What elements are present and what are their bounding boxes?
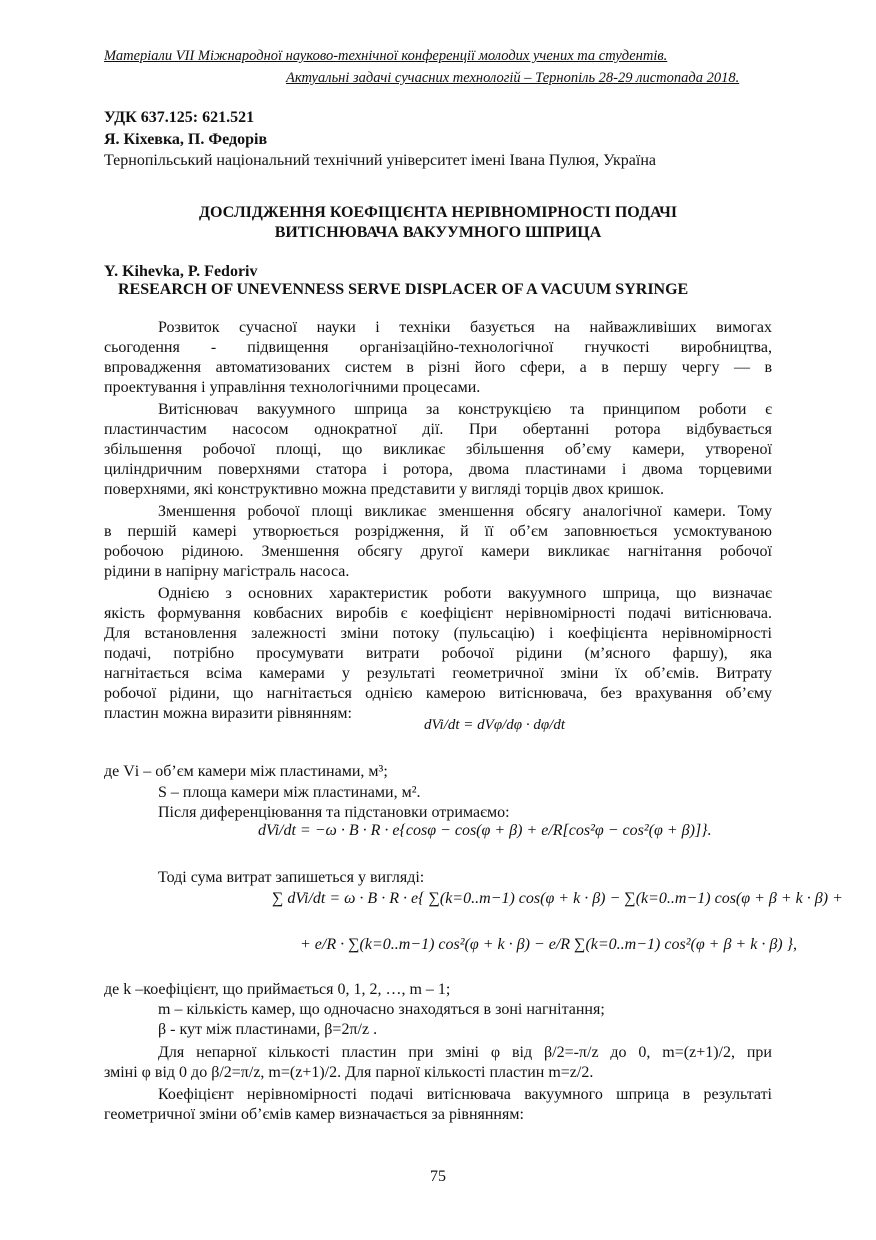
where-k: де k –коефіцієнт, що приймається 0, 1, 2, …, m – 1; [104,981,451,998]
authors-en: Y. Kihevka, P. Fedoriv [104,263,258,280]
title-ua-line1: ДОСЛІДЖЕННЯ КОЕФІЦІЄНТА НЕРІВНОМІРНОСТІ ПОДАЧІ [198,204,678,221]
body-line: в першій камері утворюється розрідження, й її об’єм заповнюється усмоктуваною [104,523,772,540]
body-line: робочої рідини, що нагнітається однією камерою витіснювача, без врахування об’єму [104,685,772,702]
definition-vi: де Vі – об’єм камери між пластинами, м³; [104,763,388,780]
formula-flow-one-chamber: dVi/dt = dVφ/dφ · dφ/dt [424,717,565,733]
body-line: пластинчастим насосом однократної дії. При обертанні ротора відбувається [104,421,772,438]
tail-line: Коефіцієнт нерівномірності подачі витіснювача вакуумного шприца в результаті [158,1086,772,1103]
conference-header-line1: Матеріали VII Міжнародної науково-технічної конференції молодих учених та студентів. [104,48,668,64]
conference-header-line2: Актуальні задачі сучасних технологій – Тернопіль 28-29 листопада 2018. [286,70,740,86]
body-line: Розвиток сучасної науки і техніки базується на найважливіших вимогах [158,319,772,336]
where-beta: β - кут між пластинами, β=2π/z . [158,1021,378,1038]
formula-sum-line1: ∑ dVi/dt = ω · B · R · e{ ∑(k=0..m−1) cos(φ + k · β) − ∑(k=0..m−1) cos(φ + β + k · β) + [272,890,843,907]
body-line: подачі, потрібно просумувати витрати робочої рідини (м’ясного фаршу), яка [104,645,772,662]
sum-intro: Тоді сума витрат запишеться у вигляді: [158,869,425,886]
body-line: проектування і управління технологічними процесами. [104,379,481,396]
body-line: циліндричним поверхнями статора і ротора, двома пластинами і двома торцевими [104,461,772,478]
body-line: сьогодення - підвищення організаційно-технологічної гнучкості виробництва, [104,339,772,356]
body-line: впровадження автоматизованих систем в різні його сфери, а в першу чергу — в [104,359,772,376]
title-ua-line2: ВИТІСНЮВАЧА ВАКУУМНОГО ШПРИЦА [274,224,602,241]
body-line: нагнітається всіма камерами у результаті геометричної зміни їх об’ємів. Витрату [104,665,772,682]
body-line: збільшення робочої площі, що викликає збільшення об’єму камери, утвореної [104,441,772,458]
tail-line: зміні φ від 0 до β/2=π/z, m=(z+1)/2. Для парної кількості пластин m=z/2. [104,1064,594,1081]
udk-code: УДК 637.125: 621.521 [104,109,255,126]
body-line: Зменшення робочої площі викликає зменшення обсягу аналогічної камери. Тому [158,503,772,520]
body-line: рідини в напірну магістраль насоса. [104,563,350,580]
body-line: Витіснювач вакуумного шприца за конструкцією та принципом роботи є [158,401,772,418]
page-number: 75 [430,1168,446,1185]
where-m: m – кількість камер, що одночасно знаходяться в зоні нагнітання; [158,1001,605,1018]
body-line: якість формування ковбасних виробів є коефіцієнт нерівномірності подачі витіснювача. [104,605,772,622]
definition-s: S – площа камери між пластинами, м². [158,784,421,801]
tail-line: геометричної зміни об’ємів камер визначається за рівнянням: [104,1106,524,1123]
body-line: поверхнями, які конструктивно можна представити у вигляді торців двох кришок. [104,481,665,498]
affiliation: Тернопільський національний технічний університет імені Івана Пулюя, Україна [104,152,656,169]
body-line: Однією з основних характеристик роботи вакуумного шприца, що визначає [158,585,772,602]
tail-line: Для непарної кількості пластин при зміні φ від β/2=-π/z до 0, m=(z+1)/2, при [158,1044,772,1061]
body-line: робочою рідиною. Зменшення обсягу другої камери викликає нагнітання робочої [104,543,772,560]
body-line: пластин можна виразити рівнянням: [104,705,352,722]
body-line: Для встановлення залежності зміни потоку (пульсацію) і коефіцієнта нерівномірності [104,625,772,642]
formula-sum-line2: + e/R · ∑(k=0..m−1) cos²(φ + k · β) − e/R ∑(k=0..m−1) cos²(φ + β + k · β) }, [300,936,798,953]
authors-ua: Я. Кіхевка, П. Федорів [104,131,268,148]
title-en: RESEARCH OF UNEVENNESS SERVE DISPLACER OF A VACUUM SYRINGE [118,281,689,298]
formula-derivative: dVi/dt = −ω · B · R · e{cosφ − cos(φ + β) + e/R[cos²φ − cos²(φ + β)]}. [258,822,712,839]
after-differentiation: Після диференціювання та підстановки отримаємо: [158,804,510,821]
